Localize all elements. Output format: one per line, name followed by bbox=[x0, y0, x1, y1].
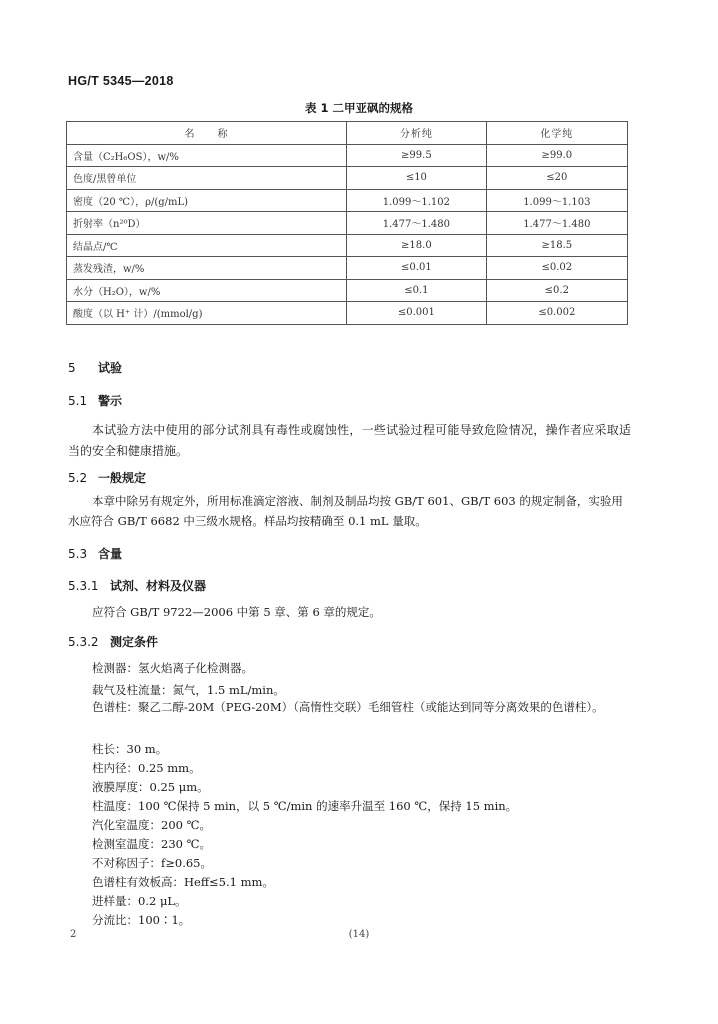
row-ar-value: ≤0.001 bbox=[347, 302, 487, 325]
section-number: 5.1 bbox=[68, 394, 88, 408]
table-row bbox=[67, 257, 628, 280]
column-header-name: 名 称 bbox=[67, 122, 347, 145]
section-title: 试验 bbox=[98, 361, 123, 375]
row-name: 水分（H₂O），w/% bbox=[67, 279, 347, 302]
section-number: 5 bbox=[68, 361, 76, 375]
column-header-cp: 化学纯 bbox=[486, 122, 627, 145]
row-ar-value: ≤0.1 bbox=[347, 279, 487, 302]
condition-inner-diameter: 柱内径：0.25 mm。 bbox=[92, 761, 201, 775]
condition-detector: 检测器：氢火焰离子化检测器。 bbox=[92, 661, 253, 675]
section-heading-5-2 bbox=[68, 469, 146, 486]
section-title: 警示 bbox=[98, 394, 123, 408]
condition-injection-volume: 进样量：0.2 μL。 bbox=[92, 894, 187, 908]
section-number: 5.3.1 bbox=[68, 579, 99, 593]
condition-column-temperature: 柱温度：100 ℃保持 5 min，以 5 ℃/min 的速率升温至 160 ℃，保持 15 min。 bbox=[92, 799, 518, 813]
table-row bbox=[67, 279, 628, 302]
row-cp-value: ≥18.5 bbox=[486, 234, 627, 257]
condition-asymmetry-factor: 不对称因子：f≥0.65。 bbox=[92, 856, 212, 870]
table-row bbox=[67, 144, 628, 167]
row-ar-value: ≤0.01 bbox=[347, 257, 487, 280]
section-heading-5-3 bbox=[68, 545, 122, 562]
row-ar-value: 1.099～1.102 bbox=[347, 189, 487, 212]
condition-injector-temperature: 汽化室温度：200 ℃。 bbox=[92, 818, 211, 832]
column-header-ar: 分析纯 bbox=[347, 122, 487, 145]
table-title: 表 1 二甲亚砜的规格 bbox=[304, 101, 413, 115]
general-rules-paragraph: 本章中除另有规定外，所用标准滴定溶液、制剂及制品均按 GB/T 601、GB/T 603 的规定制备，实验用水应符合 GB/T 6682 中三级水规格。样品均按精确至 0.1 mL 量取。 bbox=[68, 494, 623, 528]
section-heading-5 bbox=[68, 359, 122, 376]
row-cp-value: ≤0.002 bbox=[486, 302, 627, 325]
row-cp-value: ≤0.2 bbox=[486, 279, 627, 302]
table-row bbox=[67, 302, 628, 325]
table-row bbox=[67, 234, 628, 257]
row-name: 酸度（以 H⁺ 计）/(mmol/g) bbox=[67, 302, 347, 325]
row-name: 折射率（n²⁰D） bbox=[67, 212, 347, 235]
condition-split-ratio: 分流比：100∶1。 bbox=[92, 913, 191, 927]
row-ar-value: ≤10 bbox=[347, 167, 487, 190]
section-title: 含量 bbox=[98, 547, 123, 561]
row-cp-value: ≥99.0 bbox=[486, 144, 627, 167]
section-heading-5-3-2 bbox=[68, 633, 158, 650]
table-row bbox=[67, 189, 628, 212]
section-number: 5.3.2 bbox=[68, 635, 99, 649]
row-ar-value: ≥18.0 bbox=[347, 234, 487, 257]
row-name: 色度/黑曾单位 bbox=[67, 167, 347, 190]
condition-film-thickness: 液膜厚度：0.25 μm。 bbox=[92, 780, 209, 794]
table-header-row bbox=[67, 122, 628, 145]
section-title: 试剂、材料及仪器 bbox=[110, 579, 207, 593]
section-number: 5.2 bbox=[68, 471, 88, 485]
section-title: 一般规定 bbox=[98, 471, 147, 485]
section-heading-5-1 bbox=[68, 392, 122, 409]
row-cp-value: ≤0.02 bbox=[486, 257, 627, 280]
section-heading-5-3-1 bbox=[68, 577, 206, 594]
row-cp-value: ≤20 bbox=[486, 167, 627, 190]
condition-plate-height: 色谱柱有效板高：Heff≤5.1 mm。 bbox=[92, 875, 274, 889]
condition-column: 色谱柱：聚乙二醇-20M（PEG-20M）（高惰性交联）毛细管柱（或能达到同等分离效果的色谱柱）。 bbox=[92, 700, 604, 714]
row-ar-value: 1.477～1.480 bbox=[347, 212, 487, 235]
page-number: 2 bbox=[70, 929, 77, 940]
standard-code: HG/T 5345—2018 bbox=[68, 74, 174, 88]
warning-paragraph: 本试验方法中使用的部分试剂具有毒性或腐蚀性，一些试验过程可能导致危险情况，操作者应采取适当的安全和健康措施。 bbox=[68, 423, 631, 458]
table-row bbox=[67, 167, 628, 190]
row-name: 密度（20 ℃），ρ/(g/mL) bbox=[67, 189, 347, 212]
table-row bbox=[67, 212, 628, 235]
row-cp-value: 1.477～1.480 bbox=[486, 212, 627, 235]
condition-carrier-gas: 载气及柱流量：氮气，1.5 mL/min。 bbox=[92, 683, 285, 697]
row-name: 蒸发残渣，w/% bbox=[67, 257, 347, 280]
footer-center-number: (14) bbox=[348, 929, 370, 940]
row-cp-value: 1.099～1.103 bbox=[486, 189, 627, 212]
row-name: 含量（C₂H₆OS），w/% bbox=[67, 144, 347, 167]
condition-detector-temperature: 检测室温度：230 ℃。 bbox=[92, 837, 211, 851]
reagents-paragraph: 应符合 GB/T 9722—2006 中第 5 章、第 6 章的规定。 bbox=[92, 605, 381, 619]
condition-column-length: 柱长：30 m。 bbox=[92, 742, 168, 756]
section-title: 测定条件 bbox=[110, 635, 159, 649]
specification-table bbox=[66, 121, 628, 325]
row-ar-value: ≥99.5 bbox=[347, 144, 487, 167]
row-name: 结晶点/℃ bbox=[67, 234, 347, 257]
section-number: 5.3 bbox=[68, 547, 88, 561]
